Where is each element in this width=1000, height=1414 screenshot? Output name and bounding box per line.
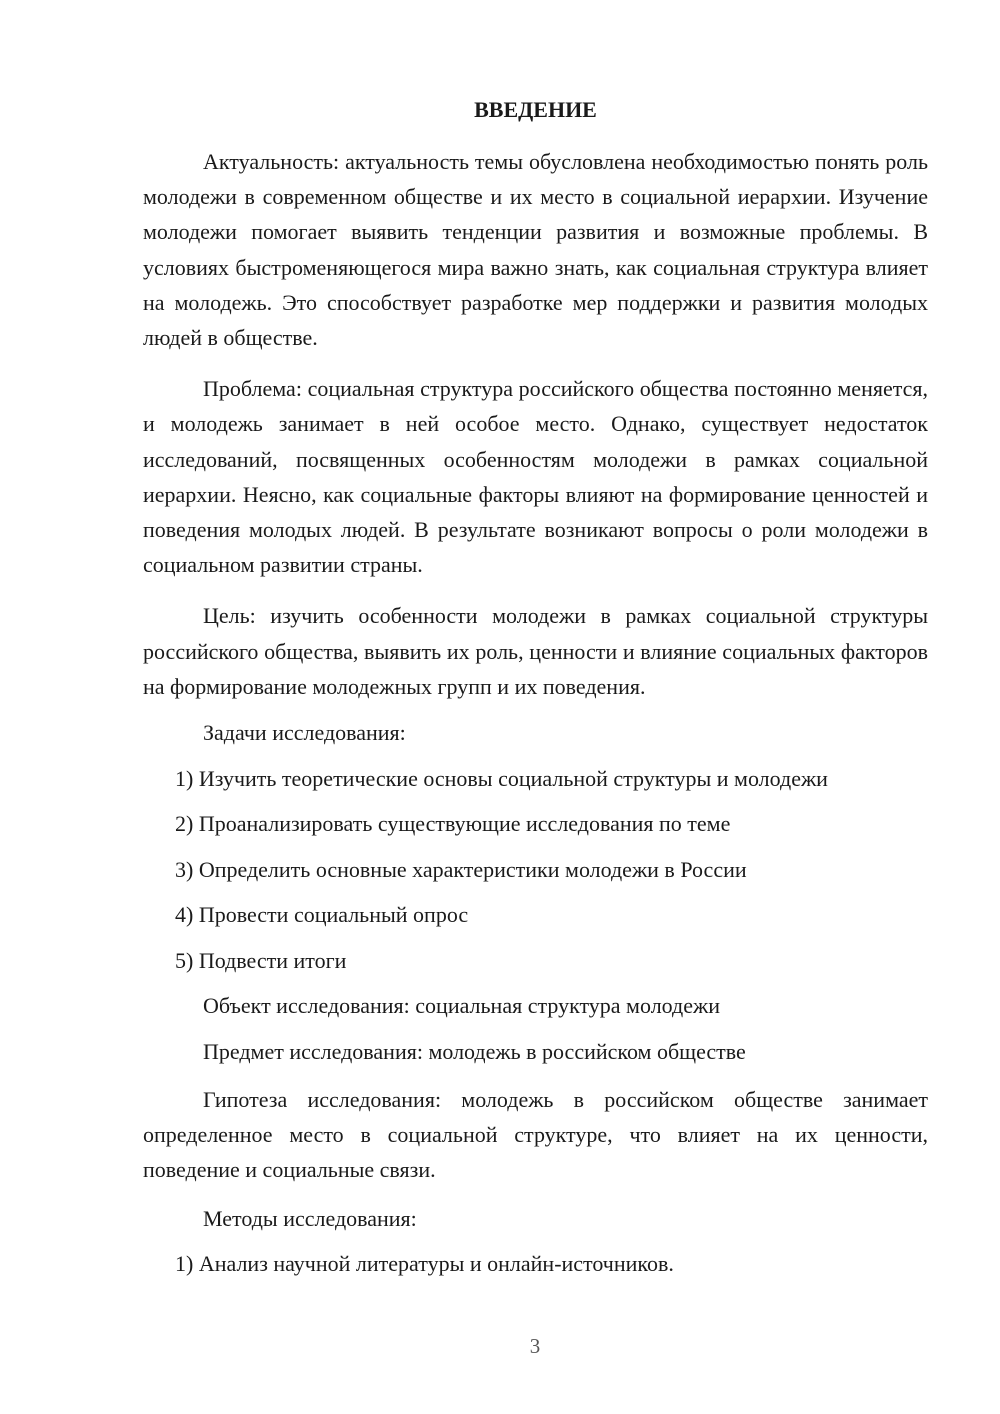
research-subject: Предмет исследования: молодежь в российском обществе: [203, 1038, 746, 1064]
section-title: ВВЕДЕНИЕ: [474, 97, 597, 122]
methods-heading: Методы исследования:: [203, 1205, 417, 1231]
task-item: 5) Подвести итоги: [175, 947, 347, 973]
task-item: 3) Определить основные характеристики молодежи в России: [175, 856, 747, 882]
page-number: 3: [529, 1334, 541, 1358]
relevance-paragraph: Актуальность: актуальность темы обусловлена необходимостью понять роль молодежи в современном обществе и их место в социальной иерархии. Изучение молодежи помогает выявить тенденции развития и возможные проблемы. В условиях быстроменяющегося мира важно знать, как социальная структура влияет на молодежь. Это способствует разработке мер поддержки и развития молодых людей в обществе.: [143, 149, 928, 351]
research-object: Объект исследования: социальная структура молодежи: [203, 993, 720, 1019]
problem-paragraph: Проблема: социальная структура российского общества постоянно меняется, и молодежь занимает в ней особое место. Однако, существует недостаток исследований, посвященных особенностям молодежи в рамках социальной иерархии. Неясно, как социальные факторы влияют на формирование ценностей и поведения молодых людей. В результате возникают вопросы о роли молодежи в социальном развитии страны.: [143, 376, 928, 578]
method-item: 1) Анализ научной литературы и онлайн-источников.: [175, 1251, 674, 1277]
tasks-heading: Задачи исследования:: [203, 720, 406, 746]
goal-paragraph: Цель: изучить особенности молодежи в рамках социальной структуры российского общества, выявить их роль, ценности и влияние социальных факторов на формирование молодежных групп и их поведения.: [143, 603, 928, 699]
document-page: [143, 96, 928, 1295]
task-item: 2) Проанализировать существующие исследования по теме: [175, 811, 731, 837]
hypothesis-paragraph: Гипотеза исследования: молодежь в российском обществе занимает определенное место в социальной структуре, что влияет на их ценности, поведение и социальные связи.: [143, 1087, 928, 1183]
task-item: 1) Изучить теоретические основы социальной структуры и молодежи: [175, 765, 828, 791]
task-item: 4) Провести социальный опрос: [175, 902, 469, 928]
